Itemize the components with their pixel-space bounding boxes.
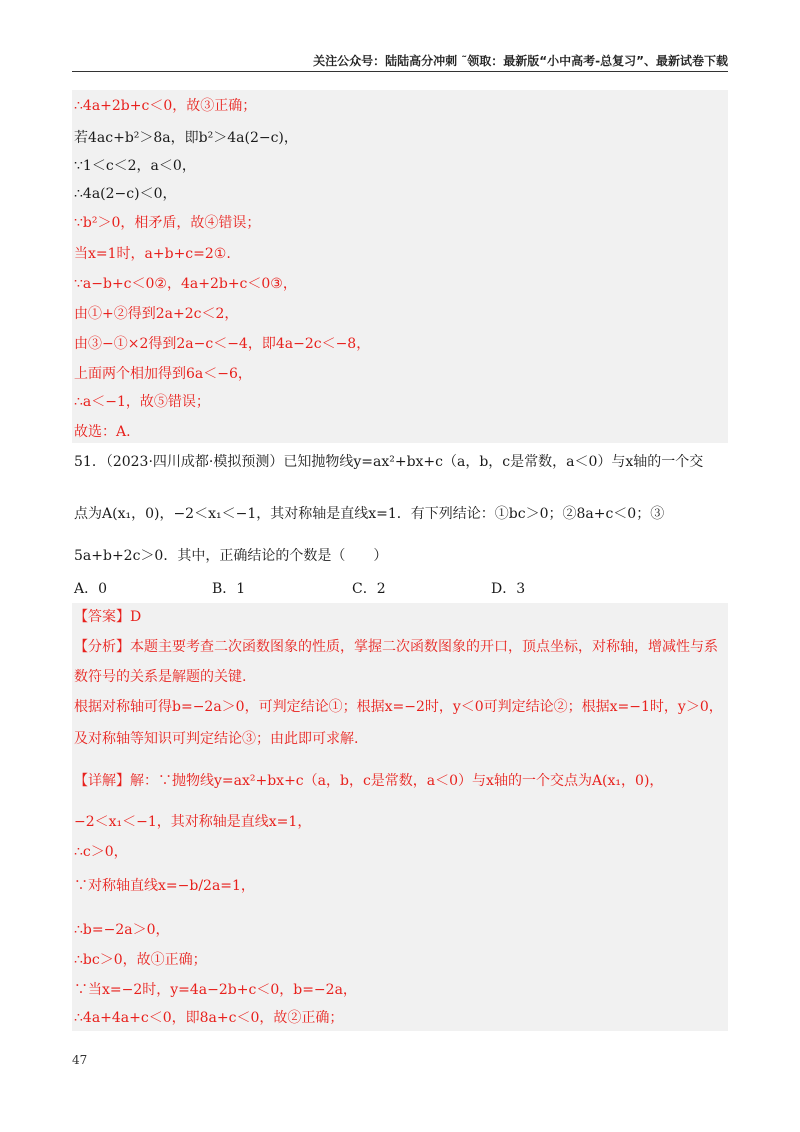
option-b: B．1 bbox=[212, 581, 246, 597]
solution-line: ∵b²＞0，相矛盾，故④错误； bbox=[74, 215, 261, 231]
solution-line: 当x=1时，a+b+c=2①. bbox=[74, 246, 231, 262]
solution-line: ∵当x=−2时，y=4a−2b+c＜0，b=−2a， bbox=[74, 982, 357, 998]
solution-line: 由①+②得到2a+2c＜2， bbox=[74, 306, 239, 322]
header-rule bbox=[72, 71, 728, 72]
solution-line: ∵1＜c＜2，a＜0， bbox=[74, 158, 196, 174]
question-line-3: 5a+b+2c＞0．其中，正确结论的个数是（ ） bbox=[74, 548, 388, 564]
solution-line: 若4ac+b²＞8a，即b²＞4a(2−c)， bbox=[74, 130, 298, 146]
solution-line: ∴bc＞0，故①正确； bbox=[74, 952, 207, 968]
solution-line: 根据对称轴可得b=−2a＞0，可判定结论①；根据x=−2时，y＜0可判定结论②；根据x=−1时，y＞0， bbox=[74, 699, 723, 715]
question-line-1: 51．（2023·四川成都·模拟预测）已知抛物线y=ax²+bx+c（a，b，c是常数，a＜0）与x轴的一个交 bbox=[74, 454, 704, 470]
solution-line: ∴4a(2−c)＜0， bbox=[74, 186, 177, 202]
solution-line: ∴4a+2b+c＜0，故③正确； bbox=[74, 98, 257, 114]
option-c: C．2 bbox=[352, 581, 386, 597]
option-a: A．0 bbox=[74, 581, 108, 597]
solution-line: 上面两个相加得到6a＜−6， bbox=[74, 366, 252, 382]
solution-line: 由③−①×2得到2a−c＜−4，即4a−2c＜−8， bbox=[74, 336, 371, 352]
solution-line: ∵a−b+c＜0②，4a+2b+c＜0③， bbox=[74, 276, 297, 292]
question-line-2: 点为A(x₁，0)，−2＜x₁＜−1，其对称轴是直线x=1．有下列结论：①bc＞0；②8a+c＜0；③ bbox=[74, 506, 665, 522]
page-header: 关注公众号：陆陆高分冲刺 ˜领取：最新版“小中高考-总复习”、最新试卷下载 bbox=[313, 54, 728, 68]
option-d: D．3 bbox=[491, 581, 526, 597]
solution-line: ∴4a+4a+c＜0，即8a+c＜0，故②正确； bbox=[74, 1010, 344, 1026]
solution-line: 【答案】D bbox=[74, 609, 142, 625]
solution-line: 【详解】解：∵抛物线y=ax²+bx+c（a，b，c是常数，a＜0）与x轴的一个交点为A(x₁，0)， bbox=[74, 773, 664, 789]
solution-line: ∵对称轴直线x=−b/2a=1， bbox=[74, 878, 255, 894]
solution-line: ∴c＞0， bbox=[74, 844, 128, 860]
solution-line: ∴a＜−1，故⑤错误； bbox=[74, 394, 210, 410]
page-number: 47 bbox=[72, 1053, 88, 1067]
solution-line: ∴b=−2a＞0， bbox=[74, 922, 170, 938]
solution-line: −2＜x₁＜−1，其对称轴是直线x=1， bbox=[74, 814, 312, 830]
solution-line: 故选：A. bbox=[74, 424, 131, 440]
solution-line: 数符号的关系是解题的关键. bbox=[74, 669, 247, 685]
solution-line: 【分析】本题主要考查二次函数图象的性质，掌握二次函数图象的开口，顶点坐标，对称轴，增减性与系 bbox=[74, 639, 718, 655]
solution-line: 及对称轴等知识可判定结论③；由此即可求解. bbox=[74, 731, 359, 747]
